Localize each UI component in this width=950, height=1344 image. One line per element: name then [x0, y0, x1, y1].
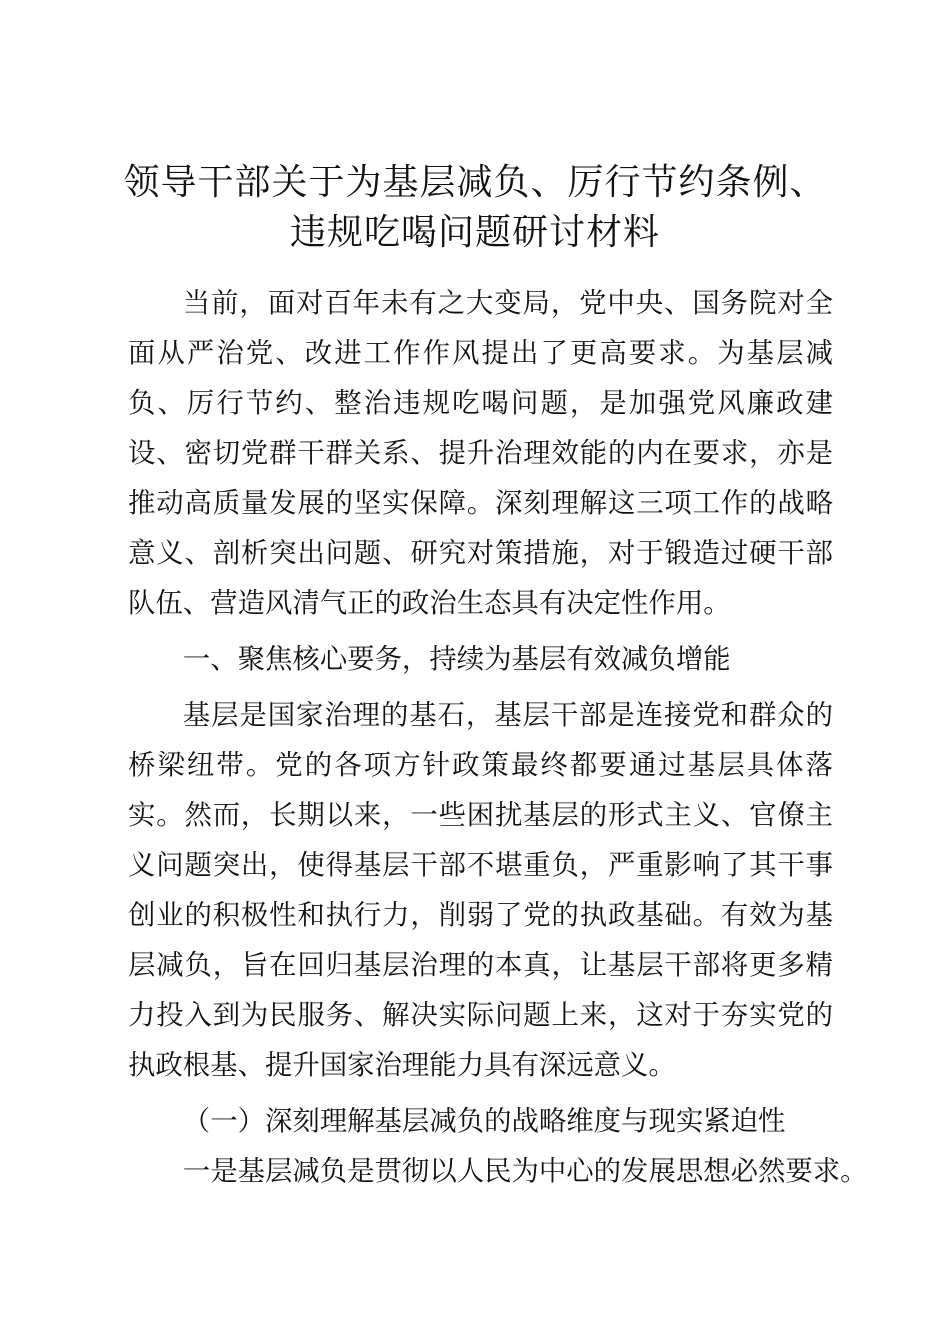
subsection-heading-1: （一）深刻理解基层减负的战略维度与现实紧迫性 [182, 1106, 786, 1137]
intro-paragraph: 当前，面对百年未有之大变局，党中央、国务院对全面从严治党、改进工作作风提出了更高要求。为基层减负、厉行节约、整治违规吃喝问题，是加强党风廉政建设、密切党群干群关系、提升治理效能的内在要求，亦是推动高质量发展的坚实保障。深刻理解这三项工作的战略意义、剖析突出问题、研究对策措施，对于锻造过硬干部队伍、营造风清气正的政治生态具有决定性作用。 [128, 288, 833, 619]
subsection-1-first-line: 一是基层减负是贯彻以人民为中心的发展思想必然要求。 [182, 1156, 868, 1187]
section-heading-1: 一、聚焦核心要务，持续为基层有效减负增能 [182, 644, 731, 675]
document-title: 领导干部关于为基层减负、厉行节约条例、违规吃喝问题研讨材料 [123, 162, 827, 253]
section-1-paragraph: 基层是国家治理的基石，基层干部是连接党和群众的桥梁纽带。党的各项方针政策最终都要通过基层具体落实。然而，长期以来，一些困扰基层的形式主义、官僚主义问题突出，使得基层干部不堪重负，严重影响了其干事创业的积极性和执行力，削弱了党的执政基础。有效为基层减负，旨在回归基层治理的本真，让基层干部将更多精力投入到为民服务、解决实际问题上来，这对于夯实党的执政根基、提升国家治理能力具有深远意义。 [128, 700, 833, 1081]
document-body [128, 279, 868, 1197]
